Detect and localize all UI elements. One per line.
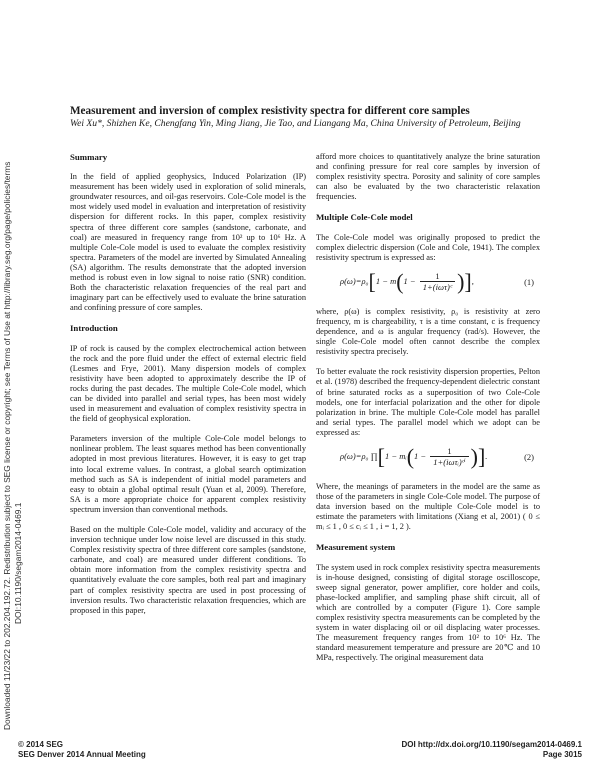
- download-notice-line: Downloaded 11/23/22 to 202.204.192.72. Redistribution subject to SEG license or copyright; see Terms of Use at http://library.seg.org/page/policies/terms: [2, 161, 12, 730]
- continued-paragraph: afford more choices to quantitatively analyze the brine saturation and confining pressure for real core samples by inversion of complex resistivity spectra. Porosity and salinity of core samples can also be evaluated by the two characteristic relaxation frequencies.: [316, 152, 540, 202]
- paper-authors: Wei Xu*, Shizhen Ke, Chengfang Yin, Ming Jiang, Jie Tao, and Liangang Ma, China University of Petroleum, Beijing: [70, 118, 521, 129]
- intro-paragraph-2: Parameters inversion of the multiple Cole-Cole model belongs to nonlinear problem. The least squares method has been conventionally adopted in most previous literatures. However, it is easy to get trap into local extreme values. In contrast, a global search optimization method such as SA is independent of initial model parameters and easy to obtain a global optimal result (Yuan et al, 2009). Therefore, SA is a more appropriate choice for apparent complex resistivity spectrum inversion than conventional methods.: [70, 434, 306, 514]
- cole-cole-paragraph-3: To better evaluate the rock resistivity dispersion properties, Pelton et al. (1978) described the frequency-dependent dielectric constant of brine saturated rocks as a superposition of two Cole-Cole models, one for interfacial polarization and the other for dipole polarization in brine. The multiple Cole-Cole model has parallel and serial types. The parallel model which we adopt can be expressed as:: [316, 367, 540, 437]
- introduction-heading: Introduction: [70, 323, 118, 334]
- right-column: [316, 152, 540, 673]
- equation-2-lhs: ρ(ω)=ρ₀ ∏: [340, 450, 378, 461]
- equation-1-number: (1): [524, 276, 534, 287]
- footer-meeting: SEG Denver 2014 Annual Meeting: [18, 749, 146, 759]
- intro-paragraph-3: Based on the multiple Cole-Cole model, validity and accuracy of the inversion technique under low noise level are discussed in this study. Complex resistivity spectra of three different core samples (sandstone, carbonate, and coal) are measured under different conditions. To obtain more information from the complex resistivity spectra and quantitatively evaluate the core samples, both real part and imaginary part of complex resistivity spectra are used in post processing of inversion results. Two characteristic relaxation frequencies, which are proposed in this paper,: [70, 525, 306, 615]
- footer-copyright: © 2014 SEG: [18, 740, 64, 749]
- paper-title: Measurement and inversion of complex resistivity spectra for different core samples: [70, 105, 470, 117]
- footer-doi[interactable]: DOI http://dx.doi.org/10.1190/segam2014-0469.1: [401, 740, 582, 749]
- summary-paragraph: In the field of applied geophysics, Induced Polarization (IP) measurement has been widely used in exploration of solid minerals, groundwater resources, and oil-gas reservoirs. Cole-Cole model is the most widely used model in evaluation and interpretation of resistivity dispersion for different rocks. In this paper, complex resistivity spectra of three different core samples (sandstone, carbonate, and coal) are measured in frequency range from 10² up to 10⁶ Hz. A multiple Cole-Cole model is used to evaluate the complex resistivity spectra. Parameters of the model are inverted by Simulated Annealing (SA) algorithm. The results demonstrate that the adopted inversion method is robust even in low signal to noise ratio (SNR) condition. Both the characteristic relaxation frequencies of the real part and imaginary part can be effectively used to evaluate the brine saturation and confining pressure of core samples.: [70, 172, 306, 313]
- download-notice: [2, 70, 32, 730]
- measurement-system-paragraph: The system used in rock complex resistivity spectra measurements is in-house designed, consisting of digital storage oscilloscope, sweep signal generator, power amplifier, core holder and coils, phase-locked amplifier, and sampling phase shift circuit, all of which are controlled by a computer (Figure 1). Core sample complex resistivity spectra measurements can be completed by the system in water displacing oil or oil displacing water processes. The measurement frequency ranges from 10² to 10⁶ Hz. The standard measurement temperature and pressure are 20℃ and 10 MPa, respectively. The original measurement data: [316, 562, 540, 663]
- equation-1: ρ(ω)=ρ₀[1 − m(1 − $\frac{1}{\text{1+(iωτ)ᶜ}}$ )], (1): [340, 268, 534, 294]
- intro-paragraph-1: IP of rock is caused by the complex electrochemical action between the rock and the pore fluid under the effect of external electric field (Lesmes and Frye, 2001). Many dispersion models of complex resistivity have been adopted to approximately describe the IP of rocks during the past decades. The multiple Cole-Cole model, which can be divided into parallel and serial types, has been most widely used in measurement and evaluation of complex resistivity spectra in the field of geophysical exploration.: [70, 343, 306, 424]
- cole-cole-paragraph-4: Where, the meanings of parameters in the model are the same as those of the parameters in single Cole-Cole model. The purpose of data inversion based on the multiple Cole-Cole model is to estimate the parameters with limitations (Xiang et al, 2001) ( 0 ≤ mᵢ ≤ 1 , 0 ≤ cᵢ ≤ 1 , i = 1, 2 ).: [316, 481, 540, 532]
- doi-notice-line: DOI:10.1190/segam2014-0469.1: [13, 502, 23, 624]
- cole-cole-paragraph-1: The Cole-Cole model was originally proposed to predict the complex dielectric dispersion (Cole and Cole, 1941). The complex resistivity spectrum is expressed as:: [316, 232, 540, 262]
- equation-2-numerator: 1: [430, 446, 468, 457]
- equation-1-numerator: 1: [420, 271, 455, 282]
- equation-1-lhs: ρ(ω)=ρ₀: [340, 275, 369, 286]
- measurement-system-heading: Measurement system: [316, 542, 396, 553]
- equation-2-number: (2): [524, 451, 534, 462]
- equation-2: ρ(ω)=ρ₀ ∏[1 − mᵢ(1 − $\frac{1}{\text{1+(iωτᵢ)ᶜⁱ}}$ )]. (2): [340, 443, 534, 469]
- equation-2-denominator: 1+(iωτᵢ)ᶜⁱ: [433, 457, 466, 468]
- left-column: [70, 152, 306, 626]
- footer-page-number: Page 3015: [542, 749, 582, 759]
- summary-heading: Summary: [70, 152, 108, 162]
- cole-cole-paragraph-2: where, ρ(ω) is complex resistivity, ρ₀ is resistivity at zero frequency, m is chargeability, τ is a time constant, c is frequency dependence, and ω is angular frequency (rad/s). However, the single Cole-Cole model often cannot describe the complex resistivity spectra precisely.: [316, 306, 540, 357]
- multiple-cole-cole-heading: Multiple Cole-Cole model: [316, 212, 413, 223]
- equation-1-denominator: 1+(iωτ)ᶜ: [422, 282, 453, 293]
